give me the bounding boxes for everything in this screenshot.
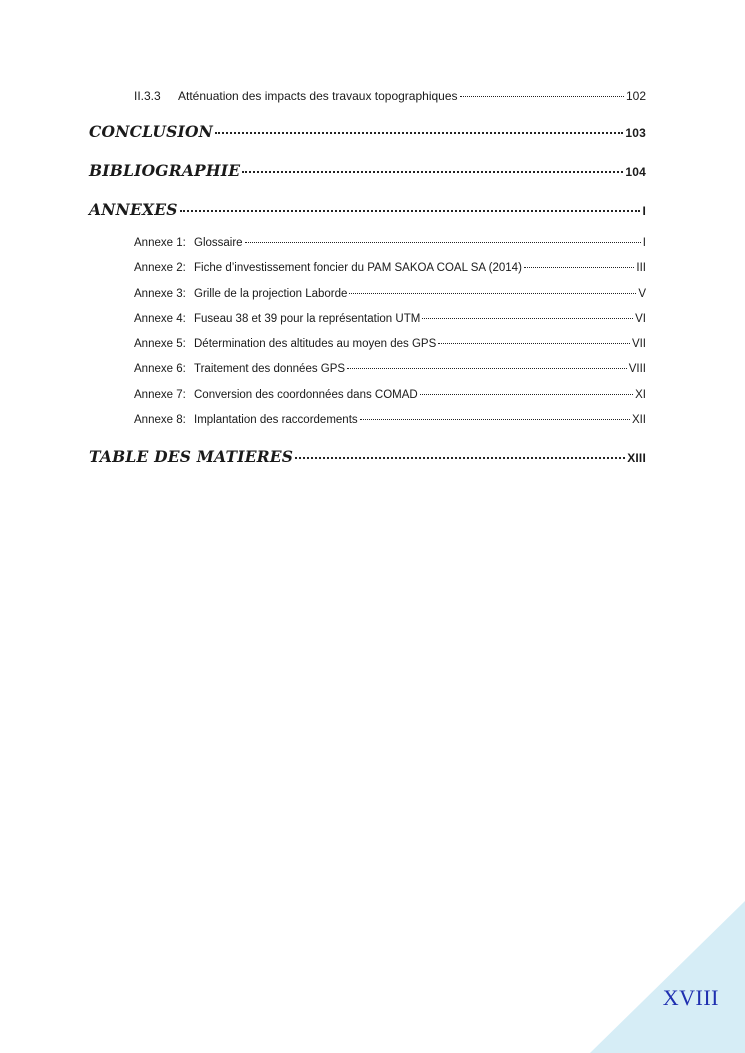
dot-leader xyxy=(460,95,624,97)
dot-leader xyxy=(242,170,623,173)
toc-entry-title: ANNEXES xyxy=(89,200,178,219)
toc-entry-annexe-3[interactable] xyxy=(134,288,646,300)
dot-leader xyxy=(524,266,635,268)
toc-entry-title: Atténuation des impacts des travaux topographiques xyxy=(178,89,458,103)
toc-entry-page: I xyxy=(642,204,646,218)
toc-entry-conclusion[interactable] xyxy=(89,122,646,141)
annex-page: VIII xyxy=(628,363,646,375)
toc-entry-page: 103 xyxy=(625,126,646,140)
annex-title: Fiche d’investissement foncier du PAM SAKOA COAL SA (2014) xyxy=(194,262,522,274)
annex-label: Annexe 3: xyxy=(134,288,186,300)
annex-label: Annexe 5: xyxy=(134,338,186,350)
toc-entry-page: XIII xyxy=(627,451,646,465)
toc-entry-annexe-1[interactable] xyxy=(134,237,646,249)
annex-page: VI xyxy=(635,313,646,325)
dot-leader xyxy=(295,456,625,459)
annex-page: I xyxy=(642,237,646,249)
annex-label: Annexe 6: xyxy=(134,363,186,375)
dot-leader xyxy=(347,367,627,369)
toc-entry-annexe-7[interactable] xyxy=(134,389,646,401)
dot-leader xyxy=(420,393,633,395)
toc-entry-table-des-matieres[interactable] xyxy=(89,447,646,466)
toc-entry-title: TABLE DES MATIERES xyxy=(89,447,294,466)
toc-entry-annexe-8[interactable] xyxy=(134,414,646,426)
toc-entry-number: II.3.3 xyxy=(134,89,161,103)
dot-leader xyxy=(215,131,623,134)
annex-label: Annexe 7: xyxy=(134,389,186,401)
annex-label: Annexe 2: xyxy=(134,262,186,274)
annex-title: Traitement des données GPS xyxy=(194,363,346,375)
annex-label: Annexe 4: xyxy=(134,313,186,325)
annex-title: Conversion des coordonnées dans COMAD xyxy=(194,389,418,401)
dot-leader xyxy=(180,209,641,212)
annex-title: Grille de la projection Laborde xyxy=(194,288,348,300)
toc-entry-II-3-3[interactable] xyxy=(134,89,646,103)
page-number: XVIII xyxy=(662,985,719,1010)
annex-page: XI xyxy=(635,389,646,401)
dot-leader xyxy=(438,342,630,344)
toc-entry-title: CONCLUSION xyxy=(89,122,214,141)
toc-entry-annexes[interactable] xyxy=(89,200,646,219)
dot-leader xyxy=(360,418,630,420)
toc-entry-annexe-5[interactable] xyxy=(134,338,646,350)
annex-label: Annexe 1: xyxy=(134,237,186,249)
toc-entry-annexe-6[interactable] xyxy=(134,363,646,375)
annex-page: XII xyxy=(631,414,646,426)
annex-title: Fuseau 38 et 39 pour la représentation UTM xyxy=(194,313,421,325)
toc-entry-annexe-4[interactable] xyxy=(134,313,646,325)
annex-page: III xyxy=(636,262,646,274)
dot-leader xyxy=(349,292,636,294)
annex-title: Implantation des raccordements xyxy=(194,414,358,426)
toc-entry-title: BIBLIOGRAPHIE xyxy=(89,161,241,180)
annex-page: VII xyxy=(631,338,646,350)
toc-entry-page: 102 xyxy=(625,89,646,103)
dot-leader xyxy=(245,241,641,243)
toc-entry-page: 104 xyxy=(625,165,646,179)
dot-leader xyxy=(422,317,633,319)
toc-entry-annexe-2[interactable] xyxy=(134,262,646,274)
corner-decoration xyxy=(590,901,745,1053)
annex-page: V xyxy=(638,288,646,300)
annex-title: Détermination des altitudes au moyen des GPS xyxy=(194,338,437,350)
annex-label: Annexe 8: xyxy=(134,414,186,426)
toc-entry-bibliographie[interactable] xyxy=(89,161,646,180)
annex-title: Glossaire xyxy=(194,237,243,249)
